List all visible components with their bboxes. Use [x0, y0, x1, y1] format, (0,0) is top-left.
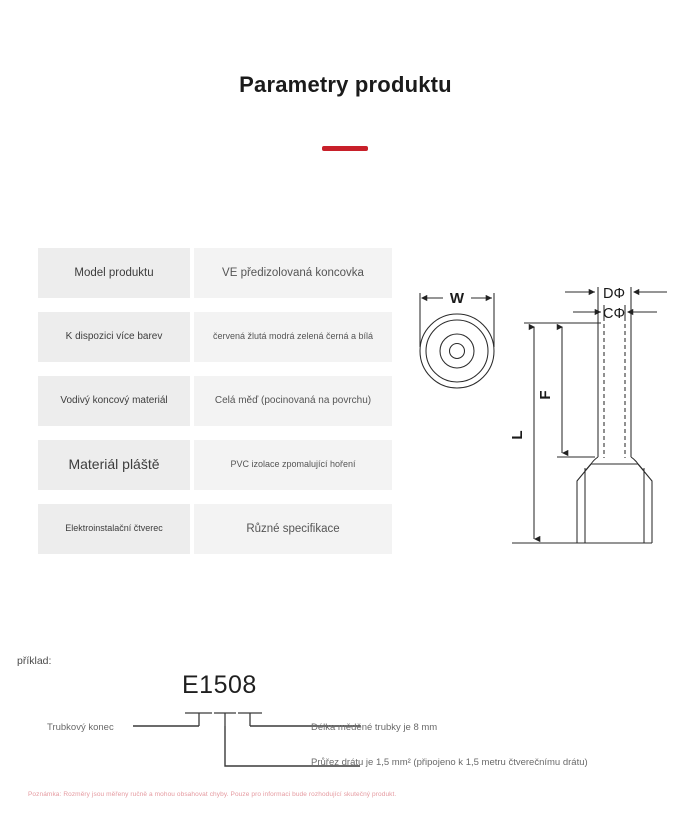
- page-title: Parametry produktu: [239, 72, 452, 97]
- title-accent-rule: [322, 146, 368, 151]
- spec-value: Celá měď (pocinovaná na povrchu): [194, 376, 392, 426]
- table-row: [38, 312, 392, 362]
- example-callout-wire-section: Průřez drátu je 1,5 mm² (připojeno k 1,5 metru čtverečnímu drátu): [311, 757, 588, 768]
- dimension-label-l: L: [509, 430, 526, 440]
- spec-value: VE předizolovaná koncovka: [194, 248, 392, 298]
- dimension-label-c-phi: CΦ: [602, 306, 626, 322]
- spec-key: K dispozici více barev: [38, 312, 190, 362]
- spec-key: Vodivý koncový materiál: [38, 376, 190, 426]
- spec-value: červená žlutá modrá zelená černá a bílá: [194, 312, 392, 362]
- side-view-tube: [598, 300, 631, 458]
- example-callout-tube-length: Délka měděné trubky je 8 mm: [311, 722, 438, 733]
- footer-disclaimer: Poznámka: Rozměry jsou měřeny ručně a mohou obsahovat chyby. Pouze pro informaci bude rozhodující skutečný produkt.: [28, 791, 397, 798]
- front-view-circles: [420, 314, 494, 388]
- spec-value: PVC izolace zpomalující hoření: [194, 440, 392, 490]
- spec-table: [38, 248, 392, 568]
- dimension-label-d-phi: DΦ: [602, 286, 626, 302]
- table-row: [38, 376, 392, 426]
- dimension-label-f: F: [537, 390, 554, 400]
- side-view-collar: [577, 457, 652, 543]
- dimension-label-w: W: [449, 290, 465, 307]
- product-technical-drawing: [405, 275, 685, 580]
- spec-key: Materiál pláště: [38, 440, 190, 490]
- table-row: [38, 504, 392, 554]
- table-row: [38, 248, 392, 298]
- spec-key: Model produktu: [38, 248, 190, 298]
- example-callout-left: Trubkový konec: [47, 722, 114, 733]
- example-product-code: E1508: [182, 671, 257, 699]
- example-label: příklad:: [17, 655, 52, 667]
- spec-key: Elektroinstalační čtverec: [38, 504, 190, 554]
- table-row: [38, 440, 392, 490]
- spec-value: Různé specifikace: [194, 504, 392, 554]
